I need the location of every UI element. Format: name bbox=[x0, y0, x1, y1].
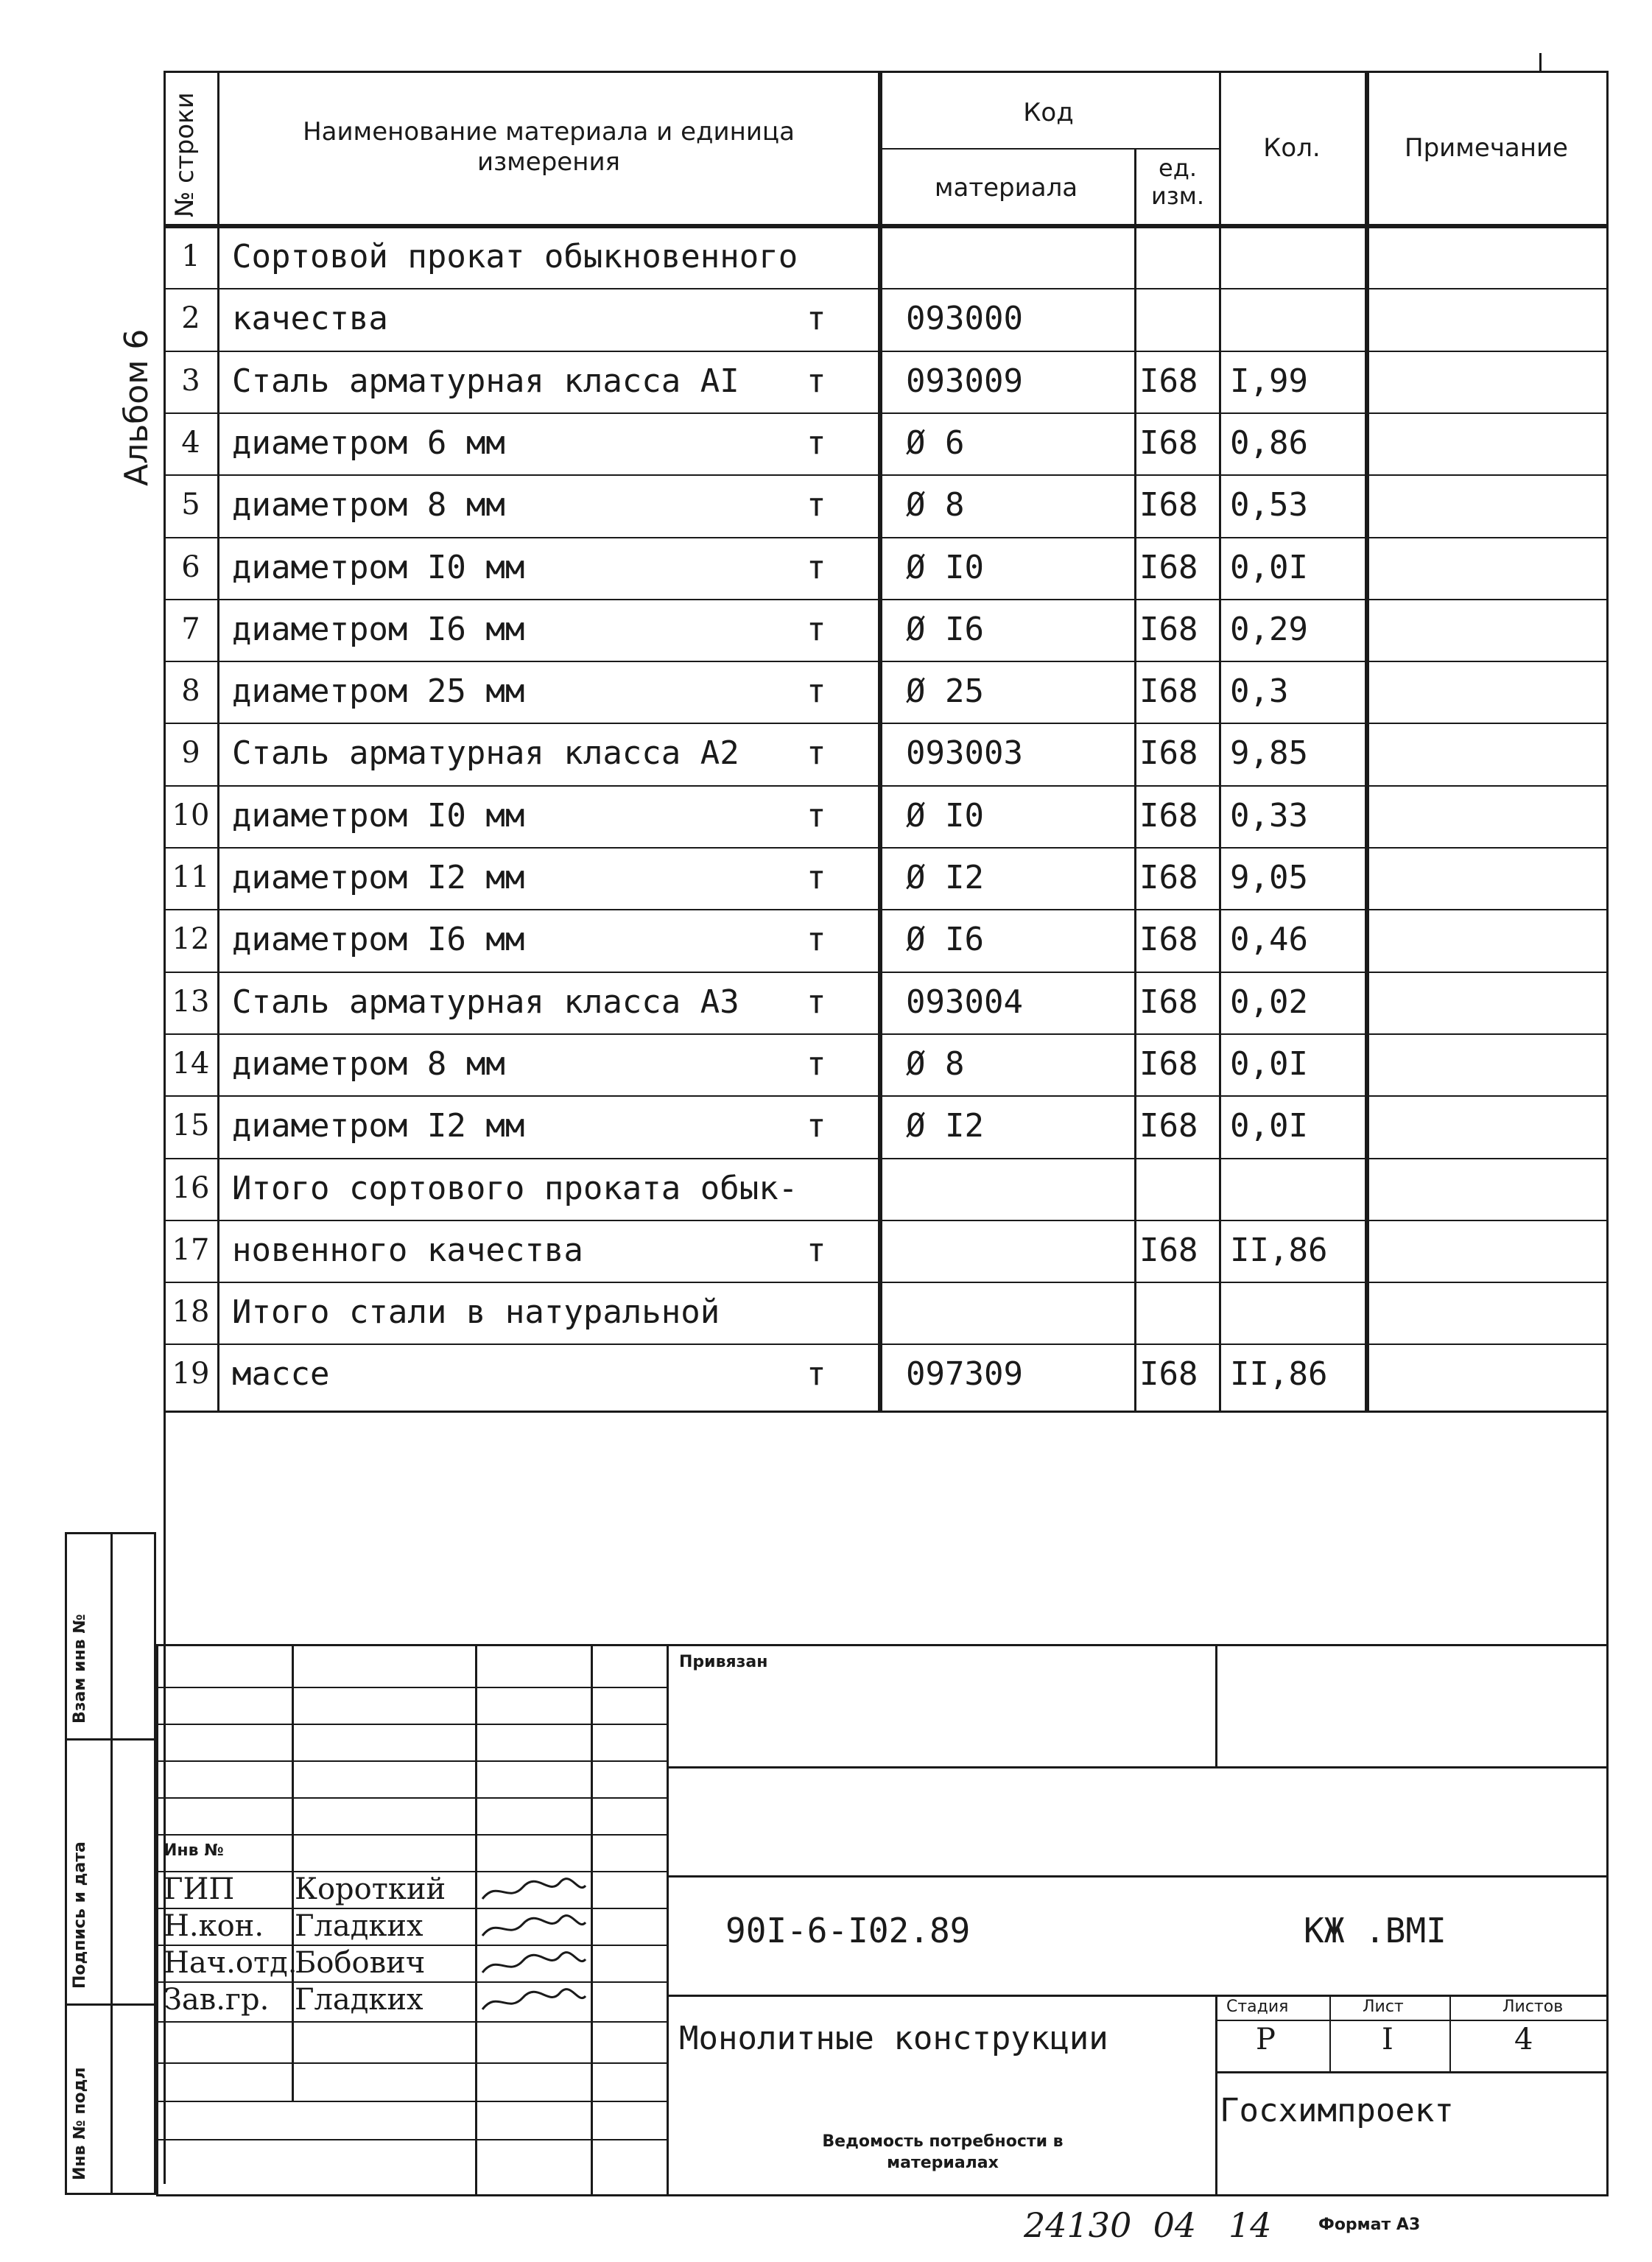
doc-mark: КЖ .ВМI bbox=[1304, 1911, 1447, 1950]
header-code: Код bbox=[1023, 98, 1074, 127]
header-code-unit: ед. изм. bbox=[1150, 154, 1205, 211]
album-label: Альбом 6 bbox=[118, 329, 155, 486]
table-row bbox=[166, 351, 1606, 412]
signatory-role: Зав.гр. bbox=[164, 1983, 270, 2017]
table-row bbox=[166, 1282, 1606, 1343]
row-number: 4 bbox=[181, 425, 200, 460]
material-unit: т bbox=[806, 734, 826, 773]
stamp-podpis-data: Подпись и дата bbox=[71, 1841, 89, 1989]
row-number: 18 bbox=[172, 1295, 210, 1330]
table-row bbox=[166, 1220, 1606, 1282]
quantity: 0,46 bbox=[1230, 921, 1308, 959]
table-row bbox=[166, 537, 1606, 599]
table-row bbox=[166, 226, 1606, 288]
doc-number: 90I-6-I02.89 bbox=[725, 1911, 971, 1950]
material-name: диаметром I6 мм bbox=[232, 921, 525, 959]
material-code: Ø I2 bbox=[906, 1107, 984, 1145]
row-number: 3 bbox=[181, 363, 200, 398]
material-unit: т bbox=[806, 672, 826, 711]
table-row bbox=[166, 288, 1606, 350]
table-row bbox=[166, 599, 1606, 661]
quantity: 0,0I bbox=[1230, 1044, 1308, 1083]
format-label: Формат А3 bbox=[1318, 2216, 1421, 2234]
quantity: II,86 bbox=[1230, 1355, 1328, 1394]
material-unit: т bbox=[806, 796, 826, 835]
material-name: Итого стали в натуральной bbox=[232, 1293, 720, 1332]
quantity: II,86 bbox=[1230, 1231, 1328, 1269]
table-row bbox=[166, 1343, 1606, 1405]
material-unit: т bbox=[806, 1355, 826, 1394]
object-name: Монолитные конструкции bbox=[679, 2020, 1108, 2057]
unit-code: I68 bbox=[1139, 1355, 1198, 1394]
material-code: Ø I0 bbox=[906, 796, 984, 835]
material-name: диаметром I0 мм bbox=[232, 548, 525, 586]
unit-code: I68 bbox=[1139, 1231, 1198, 1269]
material-code: Ø 8 bbox=[906, 1044, 965, 1083]
material-name: диаметром I0 мм bbox=[232, 796, 525, 835]
table-row bbox=[166, 1033, 1606, 1095]
material-name: диаметром 8 мм bbox=[232, 1044, 505, 1083]
unit-code: I68 bbox=[1139, 548, 1198, 586]
organization: Госхимпроект bbox=[1220, 2092, 1454, 2129]
unit-code: I68 bbox=[1139, 486, 1198, 524]
row-number: 8 bbox=[181, 674, 200, 709]
material-name: диаметром 8 мм bbox=[232, 486, 505, 524]
table-row bbox=[166, 785, 1606, 847]
material-unit: т bbox=[806, 362, 826, 400]
table-row bbox=[166, 847, 1606, 909]
material-name: Итого сортового проката обык- bbox=[232, 1169, 798, 1207]
quantity: I,99 bbox=[1230, 362, 1308, 400]
material-code: Ø 6 bbox=[906, 424, 965, 462]
header-qty: Кол. bbox=[1263, 133, 1321, 163]
stamp-vzam-inv: Взам инв № bbox=[71, 1614, 89, 1724]
table-row bbox=[166, 1095, 1606, 1157]
material-unit: т bbox=[806, 486, 826, 524]
unit-code: I68 bbox=[1139, 859, 1198, 896]
material-name: диаметром 25 мм bbox=[232, 672, 525, 711]
material-unit: т bbox=[806, 1231, 826, 1269]
signatory-role: ГИП bbox=[164, 1872, 235, 1906]
material-unit: т bbox=[806, 921, 826, 959]
handwritten-signature bbox=[479, 1911, 589, 1943]
unit-code: I68 bbox=[1139, 424, 1198, 462]
signatory-role: Н.кон. bbox=[164, 1909, 264, 1943]
sheet-label: Лист bbox=[1363, 1998, 1404, 2016]
material-name: Сталь арматурная класса АI bbox=[232, 362, 739, 400]
inv-no-label: Инв № bbox=[164, 1841, 224, 1860]
signatory-name: Бобович bbox=[295, 1946, 426, 1980]
quantity: 0,0I bbox=[1230, 548, 1308, 586]
material-code: Ø I2 bbox=[906, 859, 984, 896]
table-row bbox=[166, 474, 1606, 536]
quantity: 0,3 bbox=[1230, 672, 1289, 711]
table-row bbox=[166, 723, 1606, 784]
quantity: 0,53 bbox=[1230, 486, 1308, 524]
stage-value: Р bbox=[1256, 2023, 1276, 2056]
unit-code: I68 bbox=[1139, 672, 1198, 711]
unit-code: I68 bbox=[1139, 1107, 1198, 1145]
archive-number: 24130 04 14 bbox=[1024, 2205, 1272, 2245]
material-code: 097309 bbox=[906, 1355, 1023, 1394]
material-unit: т bbox=[806, 610, 826, 648]
material-name: диаметром I2 мм bbox=[232, 859, 525, 896]
row-number: 10 bbox=[172, 798, 210, 832]
table-row bbox=[166, 1158, 1606, 1220]
material-name: массе bbox=[232, 1355, 330, 1394]
row-number: 15 bbox=[172, 1109, 210, 1143]
row-number: 13 bbox=[172, 984, 210, 1019]
quantity: 0,0I bbox=[1230, 1107, 1308, 1145]
sheets-value: 4 bbox=[1514, 2023, 1533, 2056]
sheet-value: I bbox=[1382, 2023, 1393, 2056]
row-number: 11 bbox=[172, 860, 210, 894]
material-unit: т bbox=[806, 1107, 826, 1145]
row-number: 1 bbox=[181, 239, 200, 273]
quantity: 0,29 bbox=[1230, 610, 1308, 648]
unit-code: I68 bbox=[1139, 362, 1198, 400]
material-name: диаметром I6 мм bbox=[232, 610, 525, 648]
stamp-inv-podl: Инв № подл bbox=[71, 2067, 89, 2180]
material-unit: т bbox=[806, 859, 826, 896]
sheet-title: Ведомость потребности в материалах bbox=[822, 2132, 1064, 2172]
handwritten-signature bbox=[479, 1874, 589, 1906]
header-name: Наименование материала и единица измерения bbox=[303, 117, 795, 177]
material-unit: т bbox=[806, 983, 826, 1021]
row-number: 6 bbox=[181, 549, 200, 584]
signatory-name: Гладких bbox=[295, 1909, 423, 1943]
material-unit: т bbox=[806, 548, 826, 586]
header-row-no: № строки bbox=[170, 92, 200, 217]
material-name: Сортовой прокат обыкновенного bbox=[232, 238, 798, 275]
unit-code: I68 bbox=[1139, 610, 1198, 648]
row-number: 17 bbox=[172, 1232, 210, 1267]
material-unit: т bbox=[806, 1044, 826, 1083]
material-unit: т bbox=[806, 424, 826, 462]
table-row bbox=[166, 909, 1606, 971]
row-number: 16 bbox=[172, 1170, 210, 1205]
quantity: 0,86 bbox=[1230, 424, 1308, 462]
material-code: Ø 25 bbox=[906, 672, 984, 711]
materials-table bbox=[164, 71, 1609, 1413]
stage-label: Стадия bbox=[1226, 1998, 1289, 2016]
material-code: Ø I6 bbox=[906, 921, 984, 959]
quantity: 9,05 bbox=[1230, 859, 1308, 896]
unit-code: I68 bbox=[1139, 1044, 1198, 1083]
row-number: 5 bbox=[181, 488, 200, 522]
material-code: Ø 8 bbox=[906, 486, 965, 524]
row-number: 9 bbox=[181, 736, 200, 770]
header-note: Примечание bbox=[1405, 133, 1568, 163]
row-number: 19 bbox=[172, 1357, 210, 1391]
quantity: 9,85 bbox=[1230, 734, 1308, 773]
sheets-label: Листов bbox=[1502, 1998, 1564, 2016]
unit-code: I68 bbox=[1139, 921, 1198, 959]
material-code: Ø I0 bbox=[906, 548, 984, 586]
signatory-name: Гладких bbox=[295, 1983, 423, 2017]
material-code: 093000 bbox=[906, 300, 1023, 338]
signatory-role: Нач.отд. bbox=[164, 1946, 298, 1980]
unit-code: I68 bbox=[1139, 734, 1198, 773]
unit-code: I68 bbox=[1139, 796, 1198, 835]
table-row bbox=[166, 412, 1606, 474]
privyazan-label: Привязан bbox=[679, 1653, 768, 1671]
material-code: Ø I6 bbox=[906, 610, 984, 648]
quantity: 0,02 bbox=[1230, 983, 1308, 1021]
material-name: новенного качества bbox=[232, 1231, 583, 1269]
table-row bbox=[166, 972, 1606, 1033]
table-row bbox=[166, 661, 1606, 723]
material-code: 093009 bbox=[906, 362, 1023, 400]
material-name: диаметром 6 мм bbox=[232, 424, 505, 462]
material-code: 093004 bbox=[906, 983, 1023, 1021]
header-code-material: материала bbox=[934, 173, 1078, 203]
row-number: 14 bbox=[172, 1046, 210, 1081]
material-unit: т bbox=[806, 300, 826, 338]
row-number: 2 bbox=[181, 301, 200, 336]
signatory-name: Короткий bbox=[295, 1872, 446, 1906]
unit-code: I68 bbox=[1139, 983, 1198, 1021]
row-number: 7 bbox=[181, 611, 200, 646]
quantity: 0,33 bbox=[1230, 796, 1308, 835]
material-code: 093003 bbox=[906, 734, 1023, 773]
handwritten-signature bbox=[479, 1984, 589, 2017]
row-number: 12 bbox=[172, 922, 210, 957]
material-name: Сталь арматурная класса А3 bbox=[232, 983, 739, 1021]
handwritten-signature bbox=[479, 1947, 589, 1980]
material-name: качества bbox=[232, 300, 388, 338]
material-name: диаметром I2 мм bbox=[232, 1107, 525, 1145]
material-name: Сталь арматурная класса А2 bbox=[232, 734, 739, 773]
